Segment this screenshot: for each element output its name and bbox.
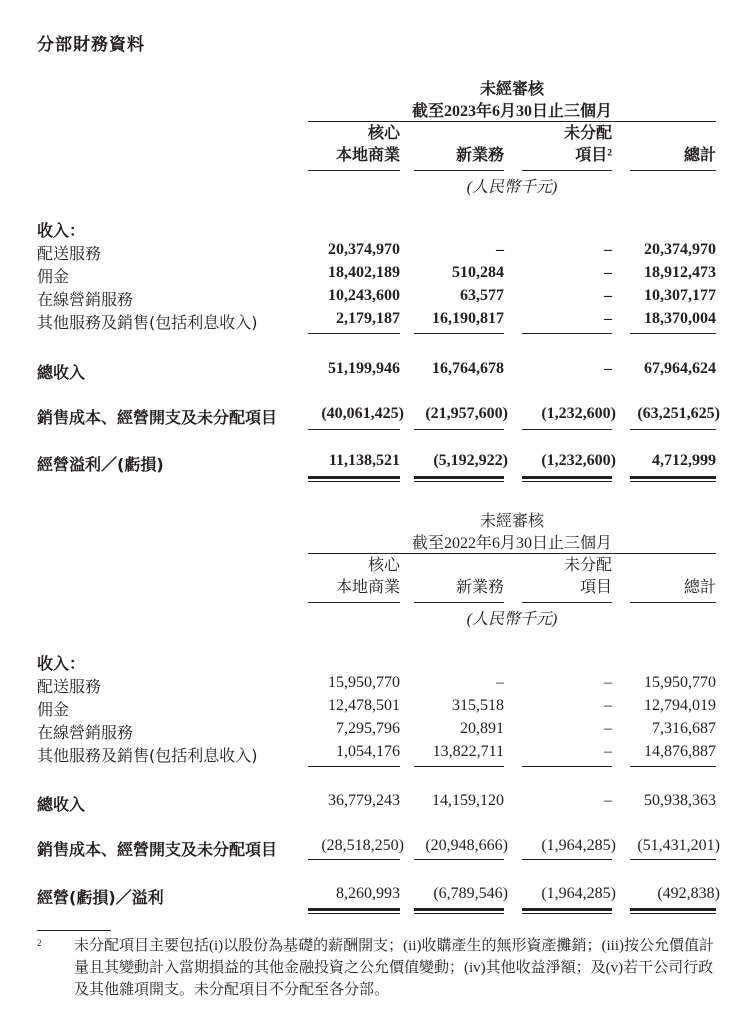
header-rule [308, 553, 716, 554]
period-label: 截至2022年6月30日止三個月 [411, 535, 612, 552]
subtotal-rule [630, 429, 716, 430]
double-rule [414, 908, 504, 914]
double-rule [522, 476, 612, 482]
footnote-text: 未分配項目主要包括(i)以股份為基礎的薪酬開支；(ii)收購產生的無形資產攤銷；(iii)按公允價值計量且其變動計入當期損益的其他金融投資之公允價值變動；(iv)其他收益淨額；及(v)若干公司行政及其他雜項開支。未分配項目不分配至各分部。 [74, 938, 714, 998]
col-rule [630, 170, 716, 171]
col-rule [630, 602, 716, 603]
subtotal-rule [414, 429, 504, 430]
currency-unit: (人民幣千元) [466, 179, 558, 196]
currency-unit: (人民幣千元) [466, 611, 558, 628]
subtotal-rule [414, 766, 504, 767]
subtotal-rule [630, 766, 716, 767]
double-rule [630, 476, 716, 482]
col-header-total: 總計 [683, 579, 716, 596]
revenue-header: 收入： [37, 221, 86, 240]
footnote-rule [37, 930, 111, 931]
col-rule [308, 170, 400, 171]
subtotal-rule [414, 859, 504, 860]
double-rule [630, 908, 716, 914]
double-rule [414, 476, 504, 482]
col-header-total: 總計 [683, 147, 716, 164]
double-rule [308, 908, 400, 914]
col-rule [522, 602, 612, 603]
subtotal-rule [308, 429, 400, 430]
col-header-new-initiatives: 新業務 [455, 147, 504, 164]
subtotal-rule [308, 766, 400, 767]
subtotal-rule [522, 429, 612, 430]
double-rule [308, 476, 400, 482]
col-rule [522, 170, 612, 171]
audit-label: 未經審核 [479, 81, 544, 98]
col-rule [308, 602, 400, 603]
audit-label: 未經審核 [479, 513, 544, 530]
subtotal-rule [630, 333, 716, 334]
col-header-core-local: 核心 本地商業 [335, 557, 400, 596]
subtotal-rule [308, 333, 400, 334]
footnote-marker: 2 [37, 938, 42, 948]
page-title: 分部財務資料 [37, 35, 145, 55]
col-header-new-initiatives: 新業務 [455, 579, 504, 596]
col-rule [414, 602, 504, 603]
subtotal-rule [522, 859, 612, 860]
subtotal-rule [630, 859, 716, 860]
col-rule [414, 170, 504, 171]
subtotal-rule [308, 859, 400, 860]
subtotal-rule [522, 766, 612, 767]
period-label: 截至2023年6月30日止三個月 [411, 103, 612, 120]
subtotal-rule [522, 333, 612, 334]
col-header-unallocated: 未分配 項目² [563, 125, 612, 164]
subtotal-rule [414, 333, 504, 334]
header-rule [308, 121, 716, 122]
col-header-unallocated: 未分配 項目 [563, 557, 612, 596]
col-header-core-local: 核心 本地商業 [335, 125, 400, 164]
revenue-header: 收入： [37, 654, 86, 673]
double-rule [522, 908, 612, 914]
